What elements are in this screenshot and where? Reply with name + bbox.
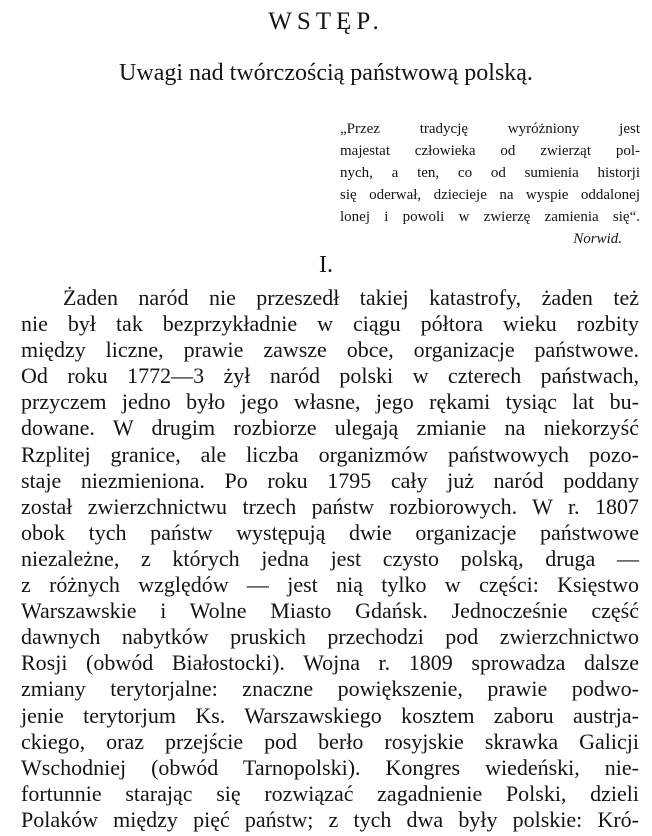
text-line: Rzplitej granice, ale liczba organizmów państwowych pozo- (21, 441, 639, 467)
text-line: staje niezmieniona. Po roku 1795 cały już naród poddany (21, 467, 639, 493)
body-text (21, 285, 639, 833)
epigraph (340, 118, 640, 250)
text-line: przyczem jedno było jego własne, jego rękami tysiąc lat bu- (21, 389, 639, 415)
epigraph-line: nych, a ten, co od sumienia historji (340, 165, 640, 181)
epigraph-line: majestat człowieka od zwierząt pol- (340, 143, 640, 159)
text-line: zmiany terytorjalne: znaczne powiększenie, prawie podwo- (21, 676, 639, 702)
section-number: I. (319, 252, 333, 278)
text-line: obok tych państw występują dwie organizacje państwowe (21, 519, 639, 545)
text-line: dowane. W drugim rozbiorze ulegają zmianie na niekorzyść (21, 415, 639, 441)
text-line: ckiego, oraz przejście pod berło rosyjskie skrawka Galicji (21, 728, 639, 754)
text-line: został zwierzchnictwu trzech państw rozbiorowych. W r. 1807 (21, 493, 639, 519)
text-line: jenie terytorjum Ks. Warszawskiego kosztem zaboru austrja- (21, 702, 639, 728)
text-line: nie był tak bezprzykładnie w ciągu półtora wieku rozbity (21, 311, 639, 337)
text-line: Rosji (obwód Białostocki). Wojna r. 1809 sprowadza dalsze (21, 650, 639, 676)
text-line: Żaden naród nie przeszedł takiej katastrofy, żaden też (63, 285, 639, 310)
chapter-heading: WSTĘP. (268, 8, 384, 35)
text-line: niezależne, z których jedna jest czysto polską, druga — (21, 545, 639, 571)
epigraph-line: „Przez tradycję wyróżniony jest (340, 121, 640, 137)
text-line: Wschodniej (obwód Tarnopolski). Kongres wiedeński, nie- (21, 754, 639, 780)
text-line: fortunnie starając się rozwiązać zagadnienie Polski, dzieli (21, 780, 639, 806)
epigraph-line: lonej i powoli w zwierzę zamienia się“. (340, 209, 640, 225)
chapter-subtitle: Uwagi nad twórczością państwową polską. (119, 60, 533, 86)
text-line: dawnych nabytków pruskich przechodzi pod zwierzchnictwo (21, 624, 639, 650)
text-line: między liczne, prawie zawsze obce, organizacje państwowe. (21, 337, 639, 363)
epigraph-line: się oderwał, dziecieje na wyspie oddalonej (340, 187, 640, 203)
text-line: z różnych względów — jest nią tylko w części: Księstwo (21, 572, 639, 598)
text-line: Warszawskie i Wolne Miasto Gdańsk. Jednocześnie część (21, 598, 639, 624)
epigraph-author: Norwid. (573, 231, 622, 247)
text-line: Polaków między pięć państw; z tych dwa były polskie: Kró- (21, 806, 639, 832)
text-line: Od roku 1772—3 żył naród polski w czterech państwach, (21, 363, 639, 389)
